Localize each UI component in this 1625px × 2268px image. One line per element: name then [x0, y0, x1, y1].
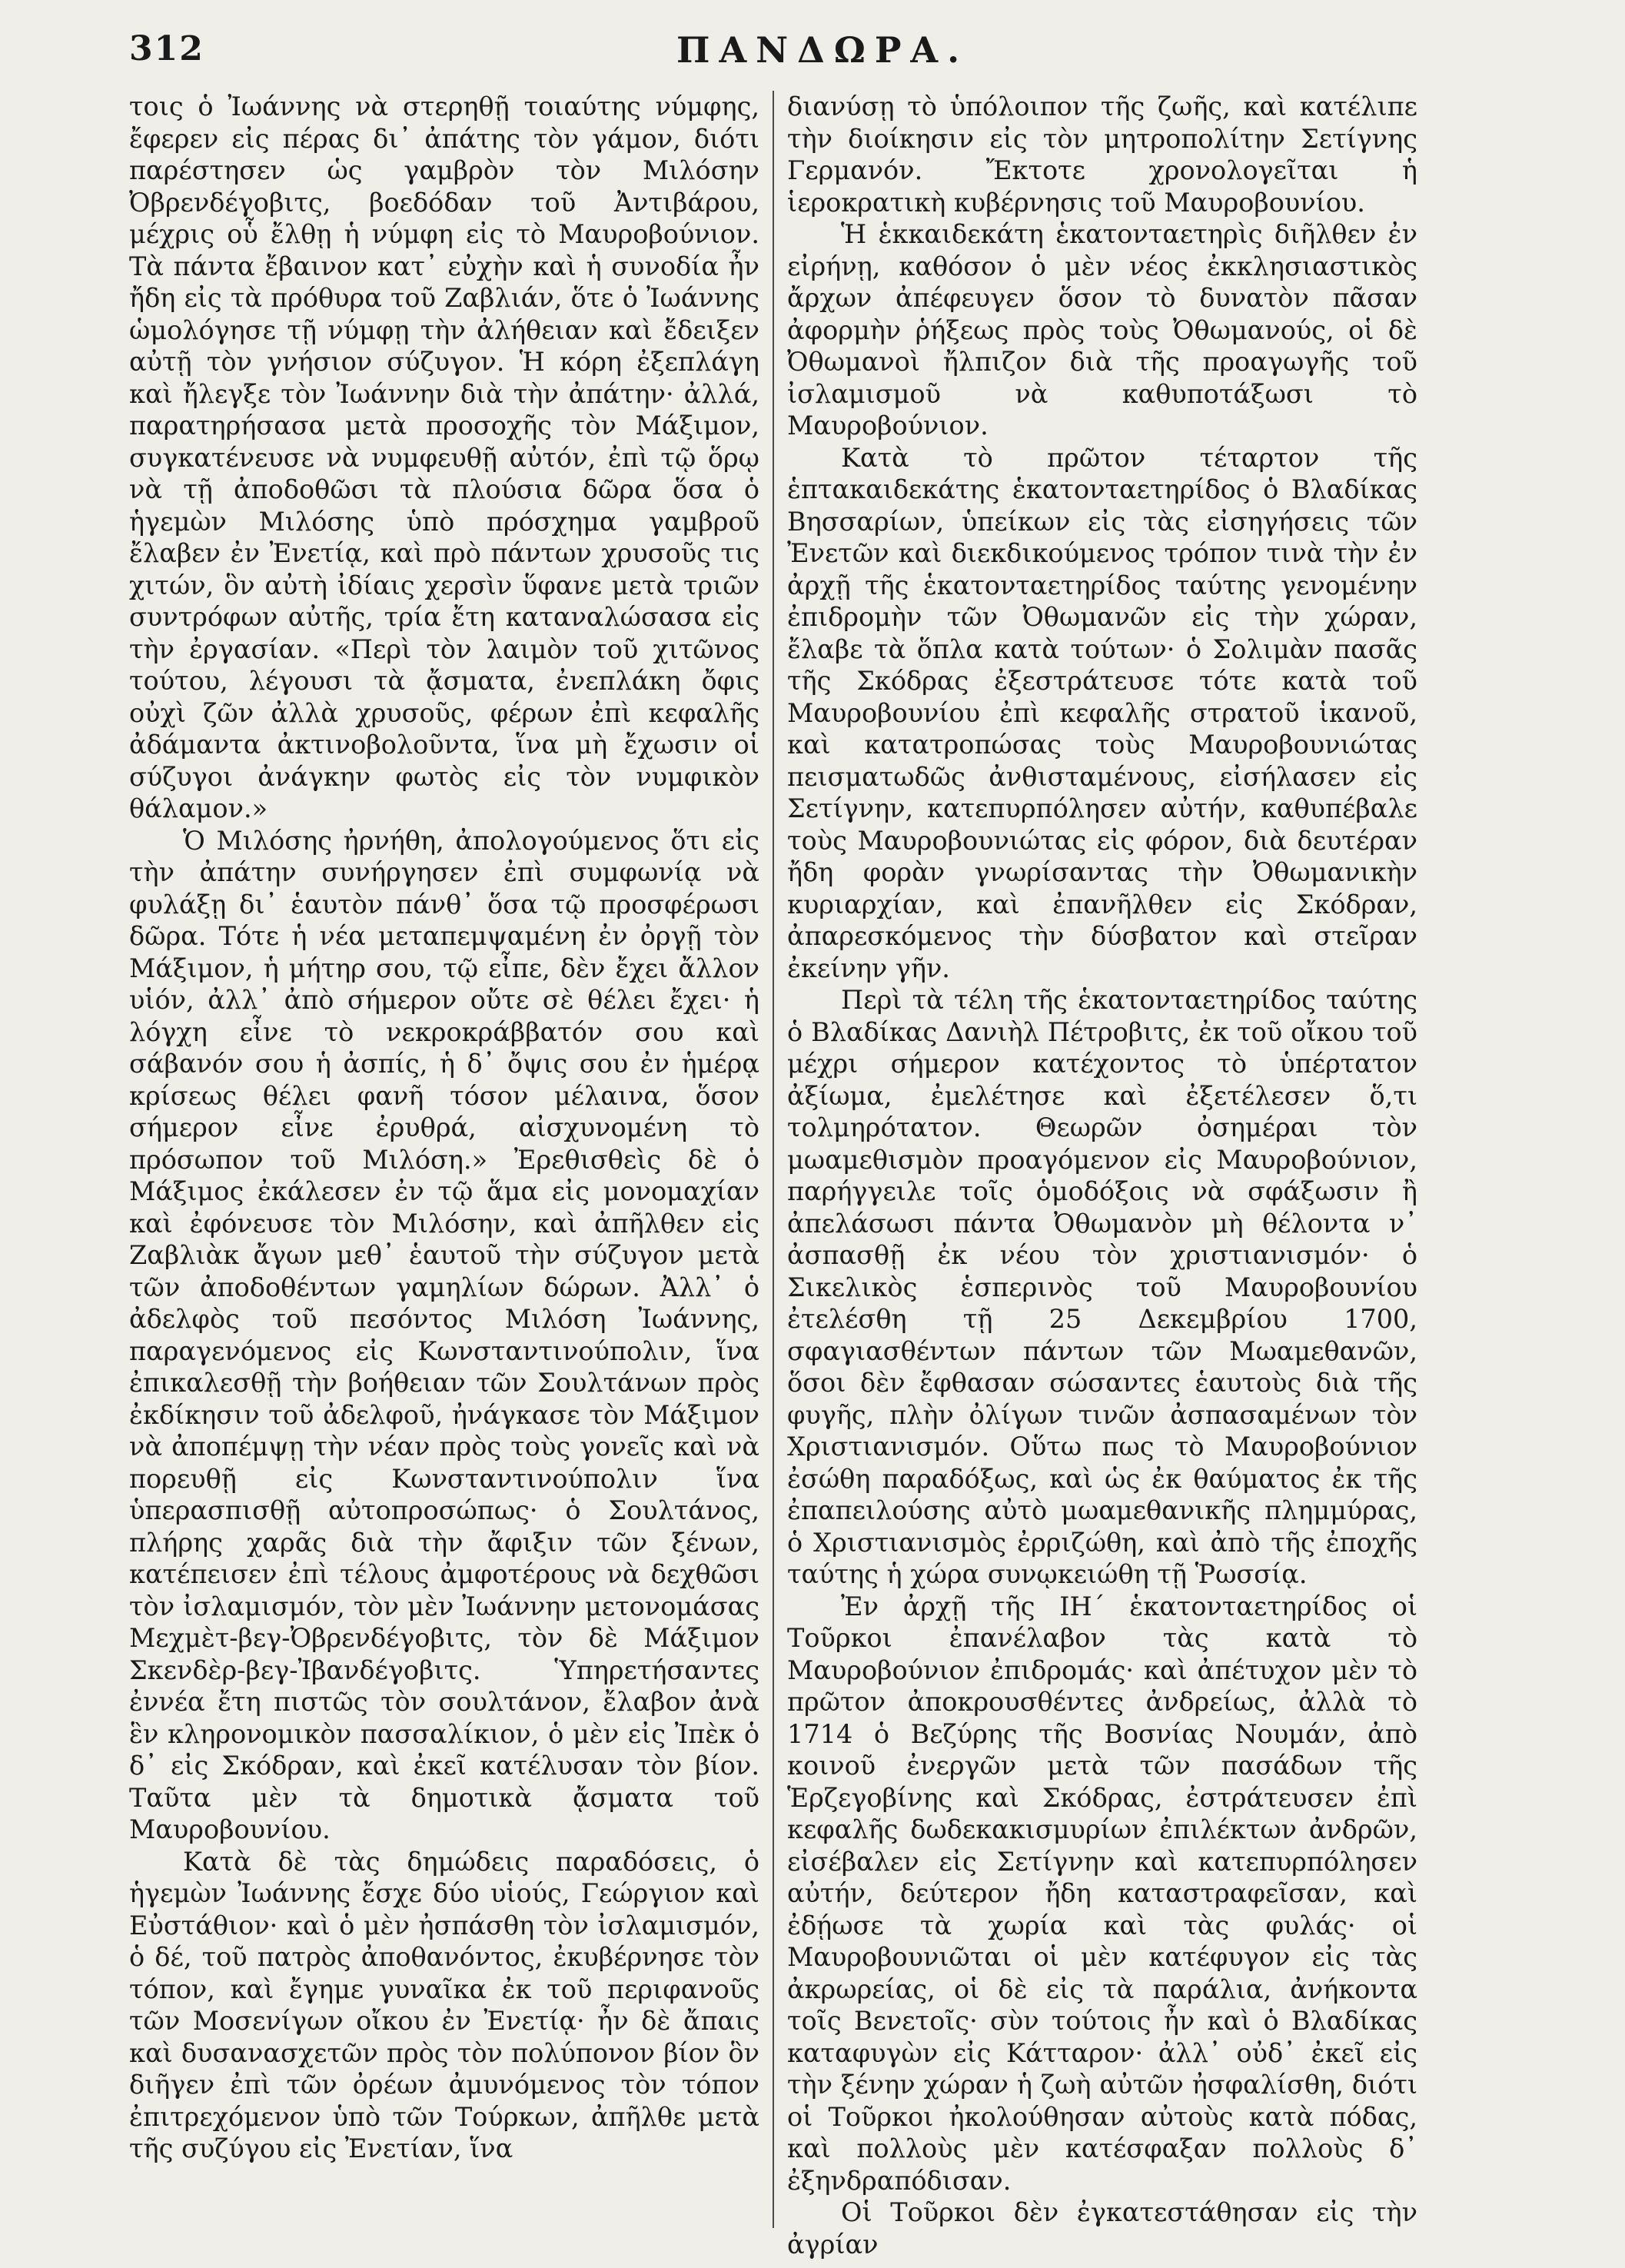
- left-column: [129, 91, 759, 2228]
- paragraph: Ὁ Μιλόσης ἠρνήθη, ἀπολογούμενος ὅτι εἰς τὴν ἀπάτην συνήργησεν ἐπὶ συμφωνίᾳ νὰ φυλάξῃ δι᾽ ἑαυτὸν πάνθ᾽ ὅσα τῷ προσφέρωσι δῶρα. Τότε ἡ νέα μεταπεμψαμένη ἐν ὀργῇ τὸν Μάξιμον, ἡ μήτηρ σου, τῷ εἶπε, δὲν ἔχει ἄλλον υἱόν, ἀλλ᾽ ἀπὸ σήμερον οὔτε σὲ θέλει ἔχει· ἡ λόγχη εἶνε τὸ νεκροκράββατόν σου καὶ σάβανόν σου ἡ ἀσπίς, ἡ δ᾽ ὄψις σου ἐν ἡμέρᾳ κρίσεως θέλει φανῆ τόσον μέλαινα, ὅσον σήμερον εἶνε ἐρυθρά, αἰσχυνομένη τὸ πρόσωπον τοῦ Μιλόση.» Ἐρεθισθεὶς δὲ ὁ Μάξιμος ἐκάλεσεν ἐν τῷ ἅμα εἰς μονομαχίαν καὶ ἐφόνευσε τὸν Μιλόσην, καὶ ἀπῆλθεν εἰς Ζαβλιὰκ ἄγων μεθ᾽ ἑαυτοῦ τὴν σύζυγον μετὰ τῶν ἀποδοθέντων γαμηλίων δώρων. Ἀλλ᾽ ὁ ἀδελφὸς τοῦ πεσόντος Μιλόση Ἰωάννης, παραγενόμενος εἰς Κωνσταντινούπολιν, ἵνα ἐπικαλεσθῇ τὴν βοήθειαν τῶν Σουλτάνων πρὸς ἐκδίκησιν τοῦ ἀδελφοῦ, ἠνάγκασε τὸν Μάξιμον νὰ ἀποπέμψῃ τὴν νέαν πρὸς τοὺς γονεῖς καὶ νὰ πορευθῇ εἰς Κωνσταντινούπολιν ἵνα ὑπερασπισθῇ αὐτοπροσώπως· ὁ Σουλτάνος, πλήρης χαρᾶς διὰ τὴν ἄφιξιν τῶν ξένων, κατέπεισεν ἐπὶ τέλους ἀμφοτέρους νὰ δεχθῶσι τὸν ἰσλαμισμόν, τὸν μὲν Ἰωάννην μετονομάσας Μεχμὲτ-βεγ-Ὀβρενδέγοβιτς, τὸν δὲ Μάξιμον Σκενδὲρ-βεγ-Ἰβανδέγοβιτς. Ὑπηρετήσαντες ἐννέα ἔτη πιστῶς τὸν σουλτάνον, ἔλαβον ἀνὰ ἓν κληρονομικὸν πασσαλίκιον, ὁ μὲν εἰς Ἰπὲκ ὁ δ᾽ εἰς Σκόδραν, καὶ ἐκεῖ κατέλυσαν τὸν βίον. Ταῦτα μὲν τὰ δημοτικὰ ᾄσματα τοῦ Μαυροβουνίου.: [129, 825, 759, 1844]
- page-number: 312: [129, 29, 204, 68]
- paragraph: Κατὰ τὸ πρῶτον τέταρτον τῆς ἑπτακαιδεκάτης ἑκατονταετηρίδος ὁ Βλαδίκας Βησσαρίων, ὑπείκων εἰς τὰς εἰσηγήσεις τῶν Ἐνετῶν καὶ διεκδικούμενος τρόπον τινὰ τὴν ἐν ἀρχῇ τῆς ἑκατονταετηρίδος ταύτης γενομένην ἐπιδρομὴν τῶν Ὀθωμανῶν εἰς τὴν χώραν, ἔλαβε τὰ ὅπλα κατὰ τούτων· ὁ Σολιμὰν πασᾶς τῆς Σκόδρας ἐξεστράτευσε τότε κατὰ τοῦ Μαυροβουνίου ἐπὶ κεφαλῆς στρατοῦ ἱκανοῦ, καὶ κατατροπώσας τοὺς Μαυροβουνιώτας πεισματωδῶς ἀνθισταμένους, εἰσήλασεν εἰς Σετίγνην, κατεπυρπόλησεν αὐτήν, καθυπέβαλε τοὺς Μαυροβουνιώτας εἰς φόρον, διὰ δευτέραν ἤδη φορὰν γνωρίσαντας τὴν Ὀθωμανικὴν κυριαρχίαν, καὶ ἐπανῆλθεν εἰς Σκόδραν, ἀπαρεσκόμενος τὴν δύσβατον καὶ στεῖραν ἐκείνην γῆν.: [787, 442, 1417, 983]
- paragraph: τοις ὁ Ἰωάννης νὰ στερηθῇ τοιαύτης νύμφης, ἔφερεν εἰς πέρας δι᾽ ἀπάτης τὸν γάμον, διότι παρέστησεν ὡς γαμβρὸν τὸν Μιλόσην Ὀβρενδέγοβιτς, βοεδόδαν τοῦ Ἀντιβάρου, μέχρις οὗ ἔλθῃ ἡ νύμφη εἰς τὸ Μαυροβούνιον. Τὰ πάντα ἔβαινον κατ᾽ εὐχὴν καὶ ἡ συνοδία ἦν ἤδη εἰς τὰ πρόθυρα τοῦ Ζαβλιάν, ὅτε ὁ Ἰωάννης ὡμολόγησε τῇ νύμφῃ τὴν ἀλήθειαν καὶ ἔδειξεν αὐτῇ τὸν γνήσιον σύζυγον. Ἡ κόρη ἐξεπλάγη καὶ ἤλεγξε τὸν Ἰωάννην διὰ τὴν ἀπάτην· ἀλλά, παρατηρήσασα μετὰ προσοχῆς τὸν Μάξιμον, συγκατένευσε νὰ νυμφευθῇ αὐτόν, ἐπὶ τῷ ὅρῳ νὰ τῇ ἀποδοθῶσι τὰ πλούσια δῶρα ὅσα ὁ ἡγεμὼν Μιλόσης ὑπὸ πρόσχημα γαμβροῦ ἔλαβεν ἐν Ἐνετίᾳ, καὶ πρὸ πάντων χρυσοῦς τις χιτών, ὃν αὐτὴ ἰδίαις χερσὶν ὕφανε μετὰ τριῶν συντρόφων αὐτῆς, τρία ἔτη καταναλώσασα εἰς τὴν ἐργασίαν. «Περὶ τὸν λαιμὸν τοῦ χιτῶνος τούτου, λέγουσι τὰ ᾄσματα, ἐνεπλάκη ὄφις οὐχὶ ζῶν ἀλλὰ χρυσοῦς, φέρων ἐπὶ κεφαλῆς ἀδάμαντα ἀκτινοβολοῦντα, ἵνα μὴ ἔχωσιν οἱ σύζυγοι ἀνάγκην φωτὸς εἰς τὸν νυμφικὸν θάλαμον.»: [129, 91, 759, 823]
- paragraph: Κατὰ δὲ τὰς δημώδεις παραδόσεις, ὁ ἡγεμὼν Ἰωάννης ἔσχε δύο υἱούς, Γεώργιον καὶ Εὐστάθιον· καὶ ὁ μὲν ἠσπάσθη τὸν ἰσλαμισμόν, ὁ δέ, τοῦ πατρὸς ἀποθανόντος, ἐκυβέρνησε τὸν τόπον, καὶ ἔγημε γυναῖκα ἐκ τοῦ περιφανοῦς τῶν Μοσενίγων οἴκου ἐν Ἐνετίᾳ· ἦν δὲ ἄπαις καὶ δυσανασχετῶν πρὸς τὸν πολύπονον βίον ὃν διῆγεν ἐπὶ τῶν ὀρέων ἀμυνόμενος τὸν τόπον ἐπιτρεχόμενον ὑπὸ τῶν Τούρκων, ἀπῆλθε μετὰ τῆς συζύγου εἰς Ἐνετίαν, ἵνα: [129, 1846, 759, 2163]
- paragraph: Περὶ τὰ τέλη τῆς ἑκατονταετηρίδος ταύτης ὁ Βλαδίκας Δανιὴλ Πέτροβιτς, ἐκ τοῦ οἴκου τοῦ μέχρι σήμερον κατέχοντος τὸ ὑπέρτατον ἀξίωμα, ἐμελέτησε καὶ ἐξετέλεσεν ὅ,τι τολμηρότατον. Θεωρῶν ὀσημέραι τὸν μωαμεθισμὸν προαγόμενον εἰς Μαυροβούνιον, παρήγγειλε τοῖς ὁμοδόξοις νὰ σφάξωσιν ἢ ἀπελάσωσι πάντα Ὀθωμανὸν μὴ θέλοντα ν᾽ ἀσπασθῇ ἐκ νέου τὸν χριστιανισμόν· ὁ Σικελικὸς ἑσπερινὸς τοῦ Μαυροβουνίου ἐτελέσθη τῇ 25 Δεκεμβρίου 1700, σφαγιασθέντων πάντων τῶν Μωαμεθανῶν, ὅσοι δὲν ἔφθασαν σώσαντες ἑαυτοὺς διὰ τῆς φυγῆς, πλὴν ὀλίγων τινῶν ἀσπασαμένων τὸν Χριστιανισμόν. Οὕτω πως τὸ Μαυροβούνιον ἐσώθη παραδόξως, καὶ ὡς ἐκ θαύματος ἐκ τῆς ἐπαπειλούσης αὐτὸ μωαμεθανικῆς πλημμύρας, ὁ Χριστιανισμὸς ἐρριζώθη, καὶ ἀπὸ τῆς ἐποχῆς ταύτης ἡ χώρα συνῳκειώθη τῇ Ῥωσσίᾳ.: [787, 985, 1417, 1589]
- column-divider: [773, 91, 774, 2228]
- running-title: ΠΑΝΔΩΡΑ.: [676, 29, 969, 71]
- right-column: [787, 91, 1417, 2260]
- page-header: [0, 23, 1625, 85]
- paragraph: Ἡ ἑκκαιδεκάτη ἑκατονταετηρὶς διῆλθεν ἐν εἰρήνῃ, καθόσον ὁ μὲν νέος ἐκκλησιαστικὸς ἄρχων ἀπέφευγεν ὅσον τὸ δυνατὸν πᾶσαν ἀφορμὴν ῥήξεως πρὸς τοὺς Ὀθωμανούς, οἱ δὲ Ὀθωμανοὶ ἤλπιζον διὰ τῆς προαγωγῆς τοῦ ἰσλαμισμοῦ νὰ καθυποτάξωσι τὸ Μαυροβούνιον.: [787, 219, 1417, 441]
- paragraph: Ἐν ἀρχῇ τῆς ΙΗ΄ ἑκατονταετηρίδος οἱ Τοῦρκοι ἐπανέλαβον τὰς κατὰ τὸ Μαυροβούνιον ἐπιδρομάς· καὶ ἀπέτυχον μὲν τὸ πρῶτον ἀποκρουσθέντες ἀνδρείως, ἀλλὰ τὸ 1714 ὁ Βεζύρης τῆς Βοσνίας Νουμάν, ἀπὸ κοινοῦ ἐνεργῶν μετὰ τῶν πασάδων τῆς Ἑρζεγοβίνης καὶ Σκόδρας, ἐστράτευσεν ἐπὶ κεφαλῆς δωδεκακισμυρίων ἐπιλέκτων ἀνδρῶν, εἰσέβαλεν εἰς Σετίγνην καὶ κατεπυρπόλησεν αὐτήν, δεύτερον ἤδη καταστραφεῖσαν, καὶ ἐδῄωσε τὰ χωρία καὶ τὰς φυλάς· οἱ Μαυροβουνιῶται οἱ μὲν κατέφυγον εἰς τὰς ἀκρωρείας, οἱ δὲ εἰς τὰ παράλια, ἀνήκοντα τοῖς Βενετοῖς· σὺν τούτοις ἦν καὶ ὁ Βλαδίκας καταφυγὼν εἰς Κάτταρον· ἀλλ᾽ οὐδ᾽ ἐκεῖ εἰς τὴν ξένην χώραν ἡ ζωὴ αὐτῶν ἠσφαλίσθη, διότι οἱ Τοῦρκοι ἠκολούθησαν αὐτοὺς κατὰ πόδας, καὶ πολλοὺς μὲν κατέσφαξαν πολλοὺς δ᾽ ἐξηνδραπόδισαν.: [787, 1591, 1417, 2196]
- paragraph: Οἱ Τοῦρκοι δὲν ἐγκατεστάθησαν εἰς τὴν ἀγρίαν: [787, 2197, 1417, 2260]
- paragraph: διανύσῃ τὸ ὑπόλοιπον τῆς ζωῆς, καὶ κατέλιπε τὴν διοίκησιν εἰς τὸν μητροπολίτην Σετίγνης Γερμανόν. Ἔκτοτε χρονολογεῖται ἡ ἱεροκρατικὴ κυβέρνησις τοῦ Μαυροβουνίου.: [787, 91, 1417, 218]
